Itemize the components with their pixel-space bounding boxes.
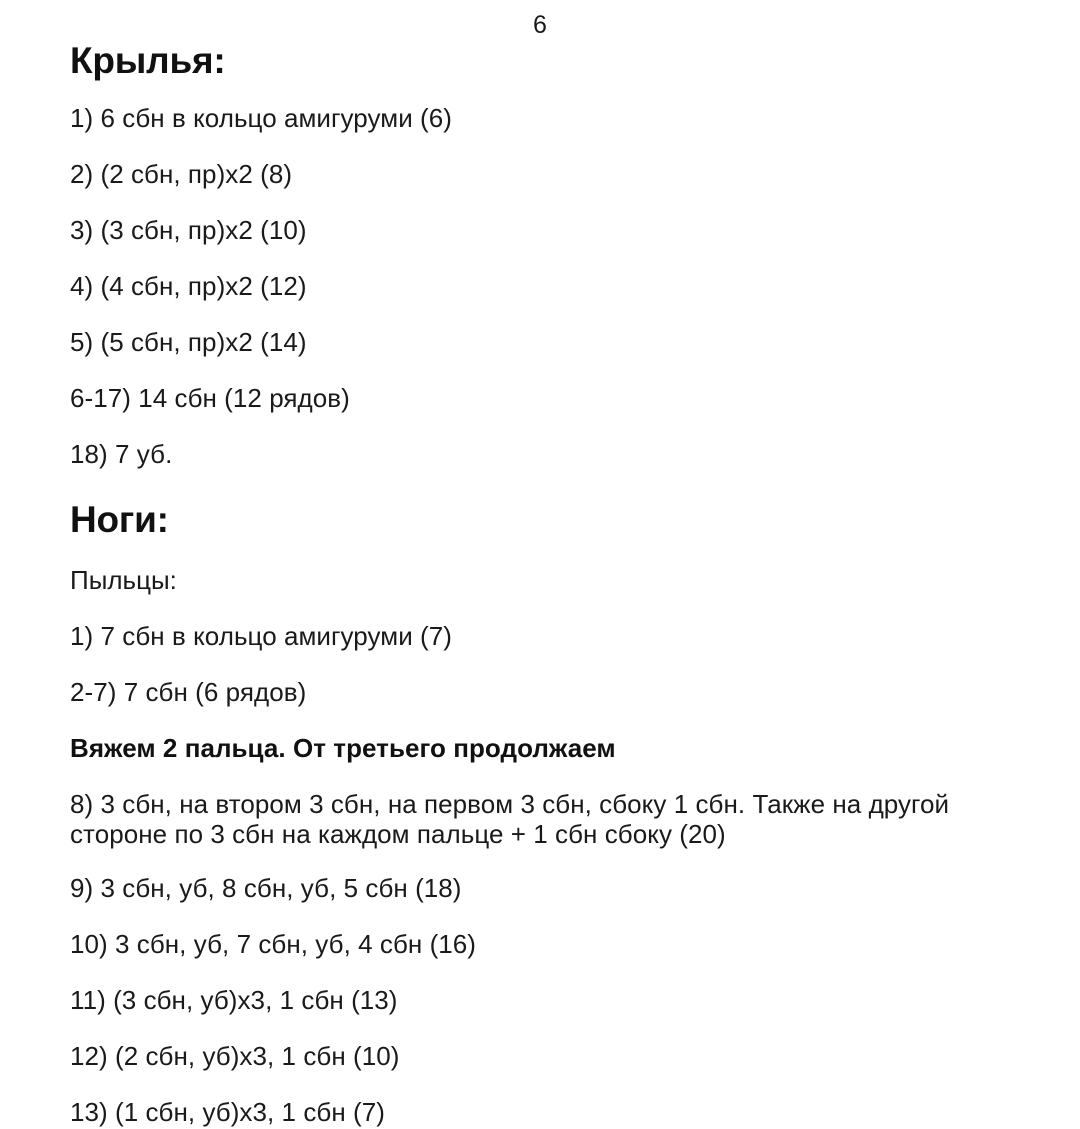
pattern-row: 10) 3 сбн, уб, 7 сбн, уб, 4 сбн (16) (70, 929, 477, 960)
pattern-row: 3) (3 сбн, пр)х2 (10) (70, 215, 307, 246)
section-legs (70, 499, 1010, 1129)
pattern-row: 1) 7 сбн в кольцо амигуруми (7) (70, 620, 452, 651)
pattern-row: 2-7) 7 сбн (6 рядов) (70, 676, 307, 707)
pattern-row: 11) (3 сбн, уб)х3, 1 сбн (13) (70, 985, 398, 1016)
pattern-row: 2) (2 сбн, пр)х2 (8) (70, 159, 293, 190)
section-heading-wings: Крылья: (70, 40, 226, 81)
pattern-note: Вяжем 2 пальца. От третьего продолжаем (70, 732, 616, 763)
pattern-row: 1) 6 сбн в кольцо амигуруми (6) (70, 103, 452, 134)
wings-row-list (70, 103, 1010, 471)
pattern-row: 5) (5 сбн, пр)х2 (14) (70, 327, 307, 358)
pattern-row: 13) (1 сбн, уб)х3, 1 сбн (7) (70, 1097, 385, 1128)
page-number: 6 (532, 11, 548, 39)
legs-row-list (70, 621, 1010, 1129)
pattern-row: 6-17) 14 сбн (12 рядов) (70, 383, 350, 414)
pattern-row: 8) 3 сбн, на втором 3 сбн, на первом 3 сбн, сбоку 1 сбн. Также на другой стороне по 3 сбн на каждом пальце + 1 сбн сбоку (20) (70, 788, 957, 849)
section-wings (70, 40, 1010, 471)
page-content (70, 40, 1010, 1129)
pattern-row: 18) 7 уб. (70, 439, 173, 470)
pattern-row: 4) (4 сбн, пр)х2 (12) (70, 271, 307, 302)
sub-label-toes: Пыльцы: (70, 564, 177, 595)
section-heading-legs: Ноги: (70, 499, 169, 541)
pattern-row: 9) 3 сбн, уб, 8 сбн, уб, 5 сбн (18) (70, 873, 462, 904)
pattern-row: 12) (2 сбн, уб)х3, 1 сбн (10) (70, 1041, 400, 1072)
